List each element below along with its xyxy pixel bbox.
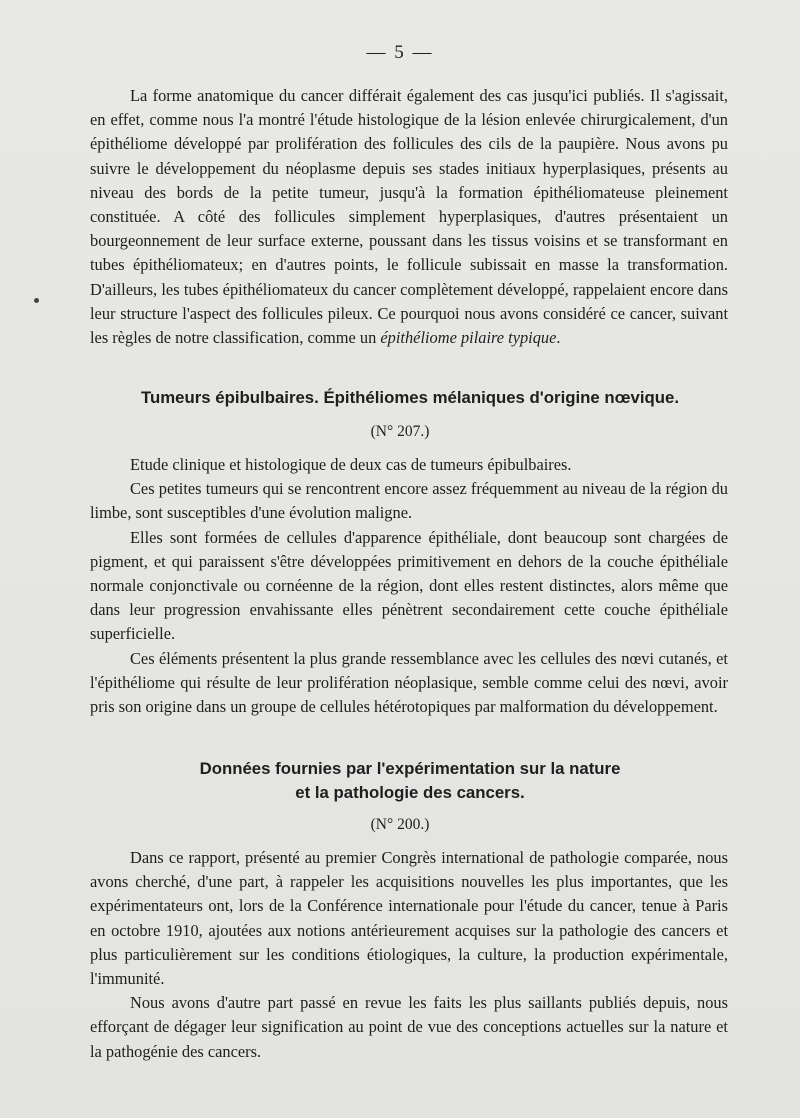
section1-paragraph: Etude clinique et histologique de deux cas de tumeurs épibulbaires. — [130, 455, 572, 474]
page-number: — 5 — — [366, 42, 434, 63]
section2-number: (N° 200.) — [370, 816, 430, 833]
section2-title — [80, 757, 740, 805]
section2-title-line1: Données fournies par l'expérimentation sur la nature — [199, 759, 621, 778]
section2-paragraph: Nous avons d'autre part passé en revue les faits les plus saillants publiés depuis, nous efforçant de dégager leur signification au point de vue des conceptions actuelles sur la nature et la pathogénie des cancers. — [90, 993, 728, 1061]
intro-end: . — [556, 328, 561, 348]
section1-title: Tumeurs épibulbaires. Épithéliomes mélaniques d'origine nœvique. — [141, 388, 679, 407]
section1-body — [90, 453, 728, 719]
margin-mark — [34, 298, 39, 303]
section1-paragraph: Ces éléments présentent la plus grande ressemblance avec les cellules des nœvi cutanés, et l'épithéliome qui résulte de leur prolifération néoplasique, semble comme celui des nœvi, avoir pris son origine dans un groupe de cellules hétérotopiques par malformation du développement. — [90, 648, 728, 717]
section2-paragraph: Dans ce rapport, présenté au premier Congrès international de pathologie comparée, nous avons cherché, d'une part, à rappeler les acquisitions nouvelles les plus importantes, que les expérimentateurs ont, lors de la Conférence internationale pour l'étude du cancer, tenue à Paris en octobre 1910, ajoutées aux notions antérieurement acquises sur la pathologie des cancers et plus particulièrement sur les conditions étiologiques, la culture, la production expérimentale, l'immunité. — [90, 848, 728, 989]
intro-paragraph-block — [90, 84, 728, 350]
section1-paragraph: Ces petites tumeurs qui se rencontrent encore assez fréquemment au niveau de la région du limbe, sont susceptibles d'une évolution maligne. — [90, 479, 728, 523]
section1-number: (N° 207.) — [370, 423, 430, 440]
intro-emphasis: épithéliome pilaire typique — [380, 328, 557, 348]
intro-text: La forme anatomique du cancer différait également des cas jusqu'ici publiés. Il s'agissait, en effet, comme nous l'a montré l'étude histologique de la lésion enlevée chirurgicalement, d'un épithéliome développé par prolifération des follicules des cils de la paupière. Nous avons pu suivre le développement du néoplasme depuis ses stades initiaux hyperplasiques, présents au niveau des bords de la petite tumeur, jusqu'à la formation épithéliomateuse pleinement constituée. A côté des follicules simplement hyperplasiques, d'autres présentaient un bourgeonnement de leur surface externe, poussant dans les tissus voisins et se transformant en tubes épithéliomateux; en d'autres points, le follicule subissait en masse la transformation. D'ailleurs, les tubes épithéliomateux du cancer complètement développé, rappelaient encore dans leur structure l'aspect des follicules pileux. Ce pourquoi nous avons considéré ce cancer, suivant les règles de notre classification, comme un — [90, 86, 728, 348]
section2-title-line2: et la pathologie des cancers. — [295, 783, 525, 802]
intro-paragraph — [90, 84, 728, 350]
section2-body — [90, 846, 728, 1064]
section1-paragraph: Elles sont formées de cellules d'apparence épithéliale, dont beaucoup sont chargées de pigment, et qui paraissent s'être développées primitivement en dehors de la couche épithéliale normale conjonctivale ou cornéenne de la région, dont elles restent distinctes, alors même que dans leur progression envahissante elles pénètrent secondairement cette couche épithéliale superficielle. — [90, 527, 728, 644]
